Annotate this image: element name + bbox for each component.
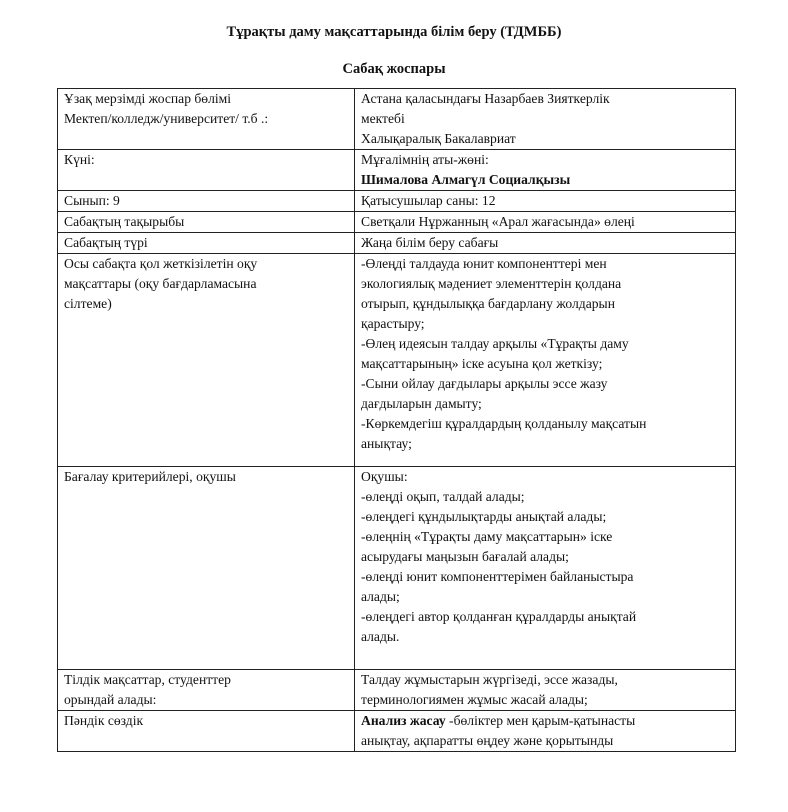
cell-text: терминологиямен жұмыс жасай алады; xyxy=(361,692,588,707)
cell-text: -Өлең идеясын талдау арқылы «Тұрақты даму xyxy=(361,336,629,351)
lesson-plan-table xyxy=(57,88,736,752)
cell-text: алады. xyxy=(361,629,400,644)
cell-text: Жаңа білім беру сабағы xyxy=(361,235,499,250)
table-row-objectives xyxy=(58,254,736,467)
cell-text: сілтеме) xyxy=(64,296,112,311)
table-row-assessment-criteria xyxy=(58,467,736,670)
vocabulary-term: Анализ жасау xyxy=(361,713,446,728)
cell-objectives-label xyxy=(58,254,355,467)
cell-text: -Көркемдегіш құралдардың қолданылу мақсатын xyxy=(361,416,647,431)
cell-text: Мұғалімнің аты-жөні: xyxy=(361,152,489,167)
cell-text: Ұзақ мерзімді жоспар бөлімі xyxy=(64,91,232,106)
cell-text-line xyxy=(361,711,729,731)
cell-criteria-value xyxy=(355,467,736,670)
cell-text: экологиялық мәдениет элементтерін қолдана xyxy=(361,276,622,291)
cell-school-name xyxy=(355,89,736,150)
cell-text: мектебі xyxy=(361,111,405,126)
cell-criteria-label xyxy=(58,467,355,670)
cell-text: Қатысушылар саны: 12 xyxy=(361,193,496,208)
cell-long-term-plan-label xyxy=(58,89,355,150)
cell-vocabulary-value xyxy=(355,711,736,752)
cell-text: Осы сабақта қол жеткізілетін оқу xyxy=(64,256,258,271)
cell-text: Тілдік мақсаттар, студенттер xyxy=(64,672,231,687)
cell-text: Пәндік сөздік xyxy=(64,713,144,728)
cell-text: Сабақтың тақырыбы xyxy=(64,214,185,229)
cell-text: -өлеңді оқып, талдай алады; xyxy=(361,489,525,504)
cell-text: анықтау; xyxy=(361,436,412,451)
table-row-lesson-type xyxy=(58,233,736,254)
teacher-name: Шималова Алмагүл Социалқызы xyxy=(361,172,571,187)
cell-text: Халықаралық Бакалавриат xyxy=(361,131,516,146)
cell-lesson-type-label xyxy=(58,233,355,254)
cell-text: алады; xyxy=(361,589,400,604)
cell-text: -Өлеңді талдауда юнит компоненттері мен xyxy=(361,256,607,271)
cell-text: -өлеңді юнит компоненттерімен байланыстыра xyxy=(361,569,634,584)
cell-text: Мектеп/колледж/университет/ т.б .: xyxy=(64,111,269,126)
table-row-long-term-plan xyxy=(58,89,736,150)
cell-language-label xyxy=(58,670,355,711)
vocabulary-definition: -бөліктер мен қарым-қатынасты xyxy=(445,713,636,728)
cell-text: -Сыни ойлау дағдылары арқылы эссе жазу xyxy=(361,376,608,391)
document-subtitle: Сабақ жоспары xyxy=(342,61,446,77)
cell-text: Талдау жұмыстарын жүргізеді, эссе жазады, xyxy=(361,672,618,687)
cell-text: асырудағы маңызын бағалай алады; xyxy=(361,549,569,564)
table-row-topic xyxy=(58,212,736,233)
cell-text: Сынып: 9 xyxy=(64,193,120,208)
cell-text: Сабақтың түрі xyxy=(64,235,148,250)
table-row-date xyxy=(58,150,736,191)
cell-text: -өлеңнің «Тұрақты даму мақсаттарын» іске xyxy=(361,529,613,544)
cell-topic-label xyxy=(58,212,355,233)
cell-text: анықтау, ақпаратты өңдеу және қорытынды xyxy=(361,733,614,748)
cell-text: дағдыларын дамыту; xyxy=(361,396,482,411)
cell-text: мақсаттарының» іске асуына қол жеткізу; xyxy=(361,356,603,371)
cell-text: отырып, құндылыққа бағдарлану жолдарын xyxy=(361,296,615,311)
cell-text: -өлеңдегі автор қолданған құралдарды анықтай xyxy=(361,609,637,624)
cell-lesson-type-value xyxy=(355,233,736,254)
cell-vocabulary-label xyxy=(58,711,355,752)
cell-date-label xyxy=(58,150,355,191)
cell-grade xyxy=(58,191,355,212)
cell-text: Күні: xyxy=(64,152,95,167)
document-title: Тұрақты даму мақсаттарында білім беру (ТДМББ) xyxy=(226,24,562,40)
cell-topic-value xyxy=(355,212,736,233)
cell-text: Оқушы: xyxy=(361,469,408,484)
table-row-grade xyxy=(58,191,736,212)
cell-teacher-name xyxy=(355,150,736,191)
cell-objectives-value xyxy=(355,254,736,467)
cell-participants xyxy=(355,191,736,212)
cell-text: мақсаттары (оқу бағдарламасына xyxy=(64,276,257,291)
cell-text: Бағалау критерийлері, оқушы xyxy=(64,469,236,484)
table-row-language-objectives xyxy=(58,670,736,711)
table-row-vocabulary xyxy=(58,711,736,752)
cell-text: Светқали Нұржанның «Арал жағасында» өлеңі xyxy=(361,214,635,229)
cell-text: қарастыру; xyxy=(361,316,425,331)
cell-text: орындай алады: xyxy=(64,692,157,707)
cell-language-value xyxy=(355,670,736,711)
cell-text: Астана қаласындағы Назарбаев Зияткерлік xyxy=(361,91,610,106)
cell-text: -өлеңдегі құндылықтарды анықтай алады; xyxy=(361,509,607,524)
